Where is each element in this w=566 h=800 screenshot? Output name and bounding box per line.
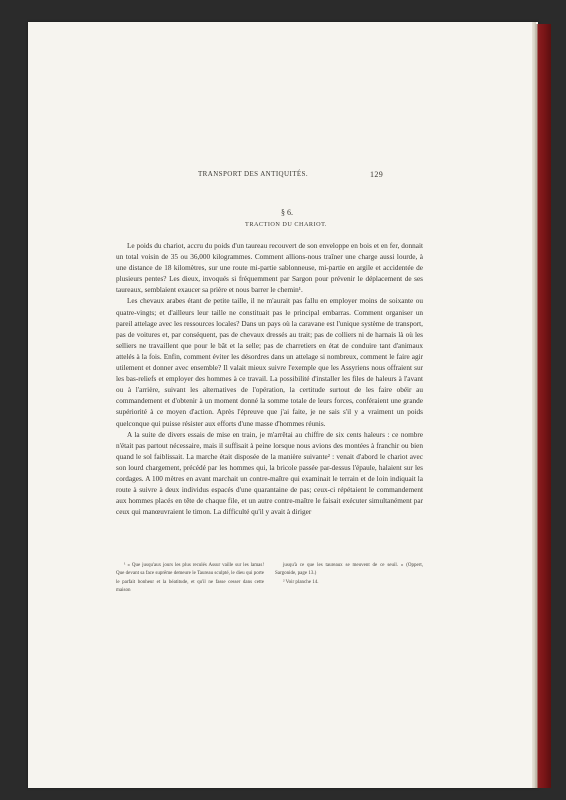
footnote-column-right — [275, 562, 423, 596]
section-title: TRACTION DU CHARIOT. — [245, 221, 327, 228]
book-page — [28, 22, 538, 788]
paragraph: Le poids du chariot, accru du poids d'un taureau recouvert de son enveloppe en bois et en fer, donnait un total voisin de 35 ou 36,000 kilogrammes. Comment allions-nous traîner une charge aussi lourde, à une distance de 18 kilomètres, sur une route mi-partie sablonneuse, mi-partie en argile et accidentée de plusieurs pentes? Les dieux, invoqués si fréquemment par Sargon pour prévenir le déplacement de ses taureaux, semblaient exaucer sa prière et nous barrer le chemin¹. — [116, 242, 423, 295]
footnotes — [116, 562, 423, 596]
footnote: ¹ « Que jusqu'aux jours les plus reculés Assur vaille sur les lamas! Que devant sa face suprême demeure le Taureau sculpté, le dieu qui porte le parfait bonheur et la béatitude, et qu'il ne fasse cesser dans cette maison — [116, 563, 264, 594]
paragraph: A la suite de divers essais de mise en train, je m'arrêtai au chiffre de six cents haleurs : ce nombre n'était pas partout nécessaire, mais il suffisait à peine lorsque nous avions des montées à franchir ou bien quand le sol faiblissait. La marche était disposée de la manière suivante² : venait d'abord le chariot avec son lourd chargement, précédé par les hommes qui, la bricole passée par-dessus l'épaule, halaient sur les cordages. A 100 mètres en avant marchait un contre-maître qui examinait le terrain et de loin indiquait la route à suivre à deux individus espacés d'une quarantaine de pas; ceux-ci répétaient le commandement aux hommes placés en tête de chaque file, et un autre contre-maître le faisait exécuter simultanément par ceux qui manœuvraient le timon. La difficulté qu'il y avait à diriger — [116, 430, 423, 517]
book-binding — [535, 24, 551, 788]
section-number: § 6. — [281, 208, 293, 217]
running-head-title: TRANSPORT DES ANTIQUITÉS. — [198, 170, 308, 178]
footnote: jusqu'à ce que les taureaux se meuvent de ce seuil. » (Oppert, Sargonide, page 13.) — [275, 563, 423, 577]
footnote-column-left — [116, 562, 264, 596]
page-number: 129 — [370, 170, 384, 179]
footnote: ² Voir planche 14. — [283, 579, 319, 585]
body-text — [116, 241, 423, 518]
paragraph: Les chevaux arabes étant de petite taille, il ne m'aurait pas fallu en employer moins de soixante ou quatre-vingts; et d'ailleurs leur taille ne constituait pas le principal embarras. Comment organiser un pareil attelage avec les ressources locales? Dans un pays où la caravane est l'unique système de transport, pas de voitures et, par conséquent, pas de chevaux dressés au trait; pas de colliers ni de harnais là où les selliers ne travaillent que pour le bât et la selle; pas de charretiers en état de conduire tant d'animaux attelés à la fois. Enfin, comment éviter les désordres dans un attelage si nombreux, comment le faire agir utilement et donner avec ensemble? Il valait mieux suivre l'exemple que les Assyriens nous offraient sur les bas-reliefs et employer des hommes à ce travail. La possibilité d'installer les files de haleurs à l'avant ou à l'arrière, suivant les alternatives de l'opération, la certitude surtout de les faire obéir au commandement et d'obtenir à un moment donné la somme totale de leurs forces, conféraient une grande supériorité à ce moyen d'action. Après l'épreuve que j'ai faite, je ne sais s'il y a vraiment un poids quelconque qui puisse résister aux efforts d'une masse d'hommes réunis. — [116, 297, 423, 428]
